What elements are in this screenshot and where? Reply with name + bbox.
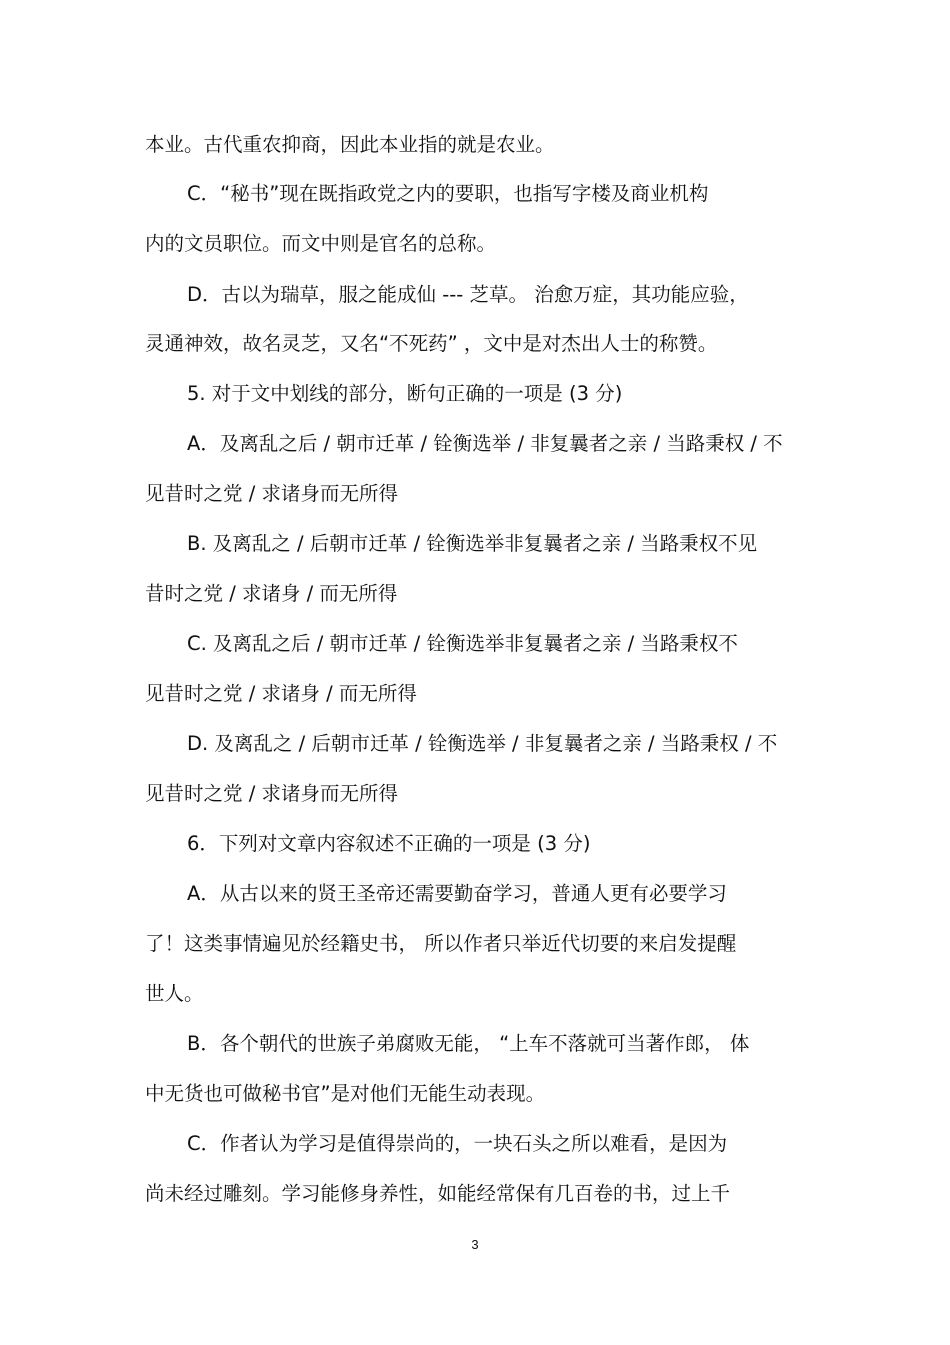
text-line: 见昔时之党 / 求诸身而无所得 <box>145 482 398 505</box>
option-d-line: D. 及离乱之 / 后朝市迁革 / 铨衡选举 / 非复曩者之亲 / 当路秉权 / 不 <box>187 732 778 755</box>
page-number: 3 <box>471 1237 479 1252</box>
option-c-line: C．作者认为学习是值得崇尚的，一块石头之所以难看，是因为 <box>187 1132 728 1155</box>
text-line: 尚未经过雕刻。学习能修身养性，如能经常保有几百卷的书，过上千 <box>145 1182 731 1205</box>
question-6-heading: 6．下列对文章内容叙述不正确的一项是 (3 分) <box>187 832 591 855</box>
option-a-line: A．及离乱之后 / 朝市迁革 / 铨衡选举 / 非复曩者之亲 / 当路秉权 / 不 <box>187 432 783 455</box>
option-a-line: A．从古以来的贤王圣帝还需要勤奋学习，普通人更有必要学习 <box>187 882 727 905</box>
text-line: 了！这类事情遍见於经籍史书， 所以作者只举近代切要的来启发提醒 <box>145 932 737 955</box>
text-line: 灵通神效，故名灵芝，又名“不死药” ，文中是对杰出人士的称赞。 <box>145 332 718 355</box>
option-b-line: B．各个朝代的世族子弟腐败无能， “上车不落就可当著作郎， 体 <box>187 1032 750 1055</box>
text-line: 见昔时之党 / 求诸身 / 而无所得 <box>145 682 417 705</box>
text-line: 世人。 <box>145 982 204 1005</box>
option-b-line: B. 及离乱之 / 后朝市迁革 / 铨衡选举非复曩者之亲 / 当路秉权不见 <box>187 532 758 555</box>
text-line: 见昔时之党 / 求诸身而无所得 <box>145 782 398 805</box>
option-c-line: C．“秘书”现在既指政党之内的要职，也指写字楼及商业机构 <box>187 182 709 205</box>
text-line: 中无货也可做秘书官”是对他们无能生动表现。 <box>145 1082 546 1105</box>
option-c-line: C. 及离乱之后 / 朝市迁革 / 铨衡选举非复曩者之亲 / 当路秉权不 <box>187 632 738 655</box>
option-d-line: D．古以为瑞草，服之能成仙 --- 芝草。 治愈万症，其功能应验， <box>187 283 749 306</box>
text-line: 昔时之党 / 求诸身 / 而无所得 <box>145 582 398 605</box>
text-line: 内的文员职位。而文中则是官名的总称。 <box>145 232 497 255</box>
question-5-heading: 5. 对于文中划线的部分，断句正确的一项是 (3 分) <box>187 382 623 405</box>
text-line: 本业。古代重农抑商，因此本业指的就是农业。 <box>145 133 555 156</box>
